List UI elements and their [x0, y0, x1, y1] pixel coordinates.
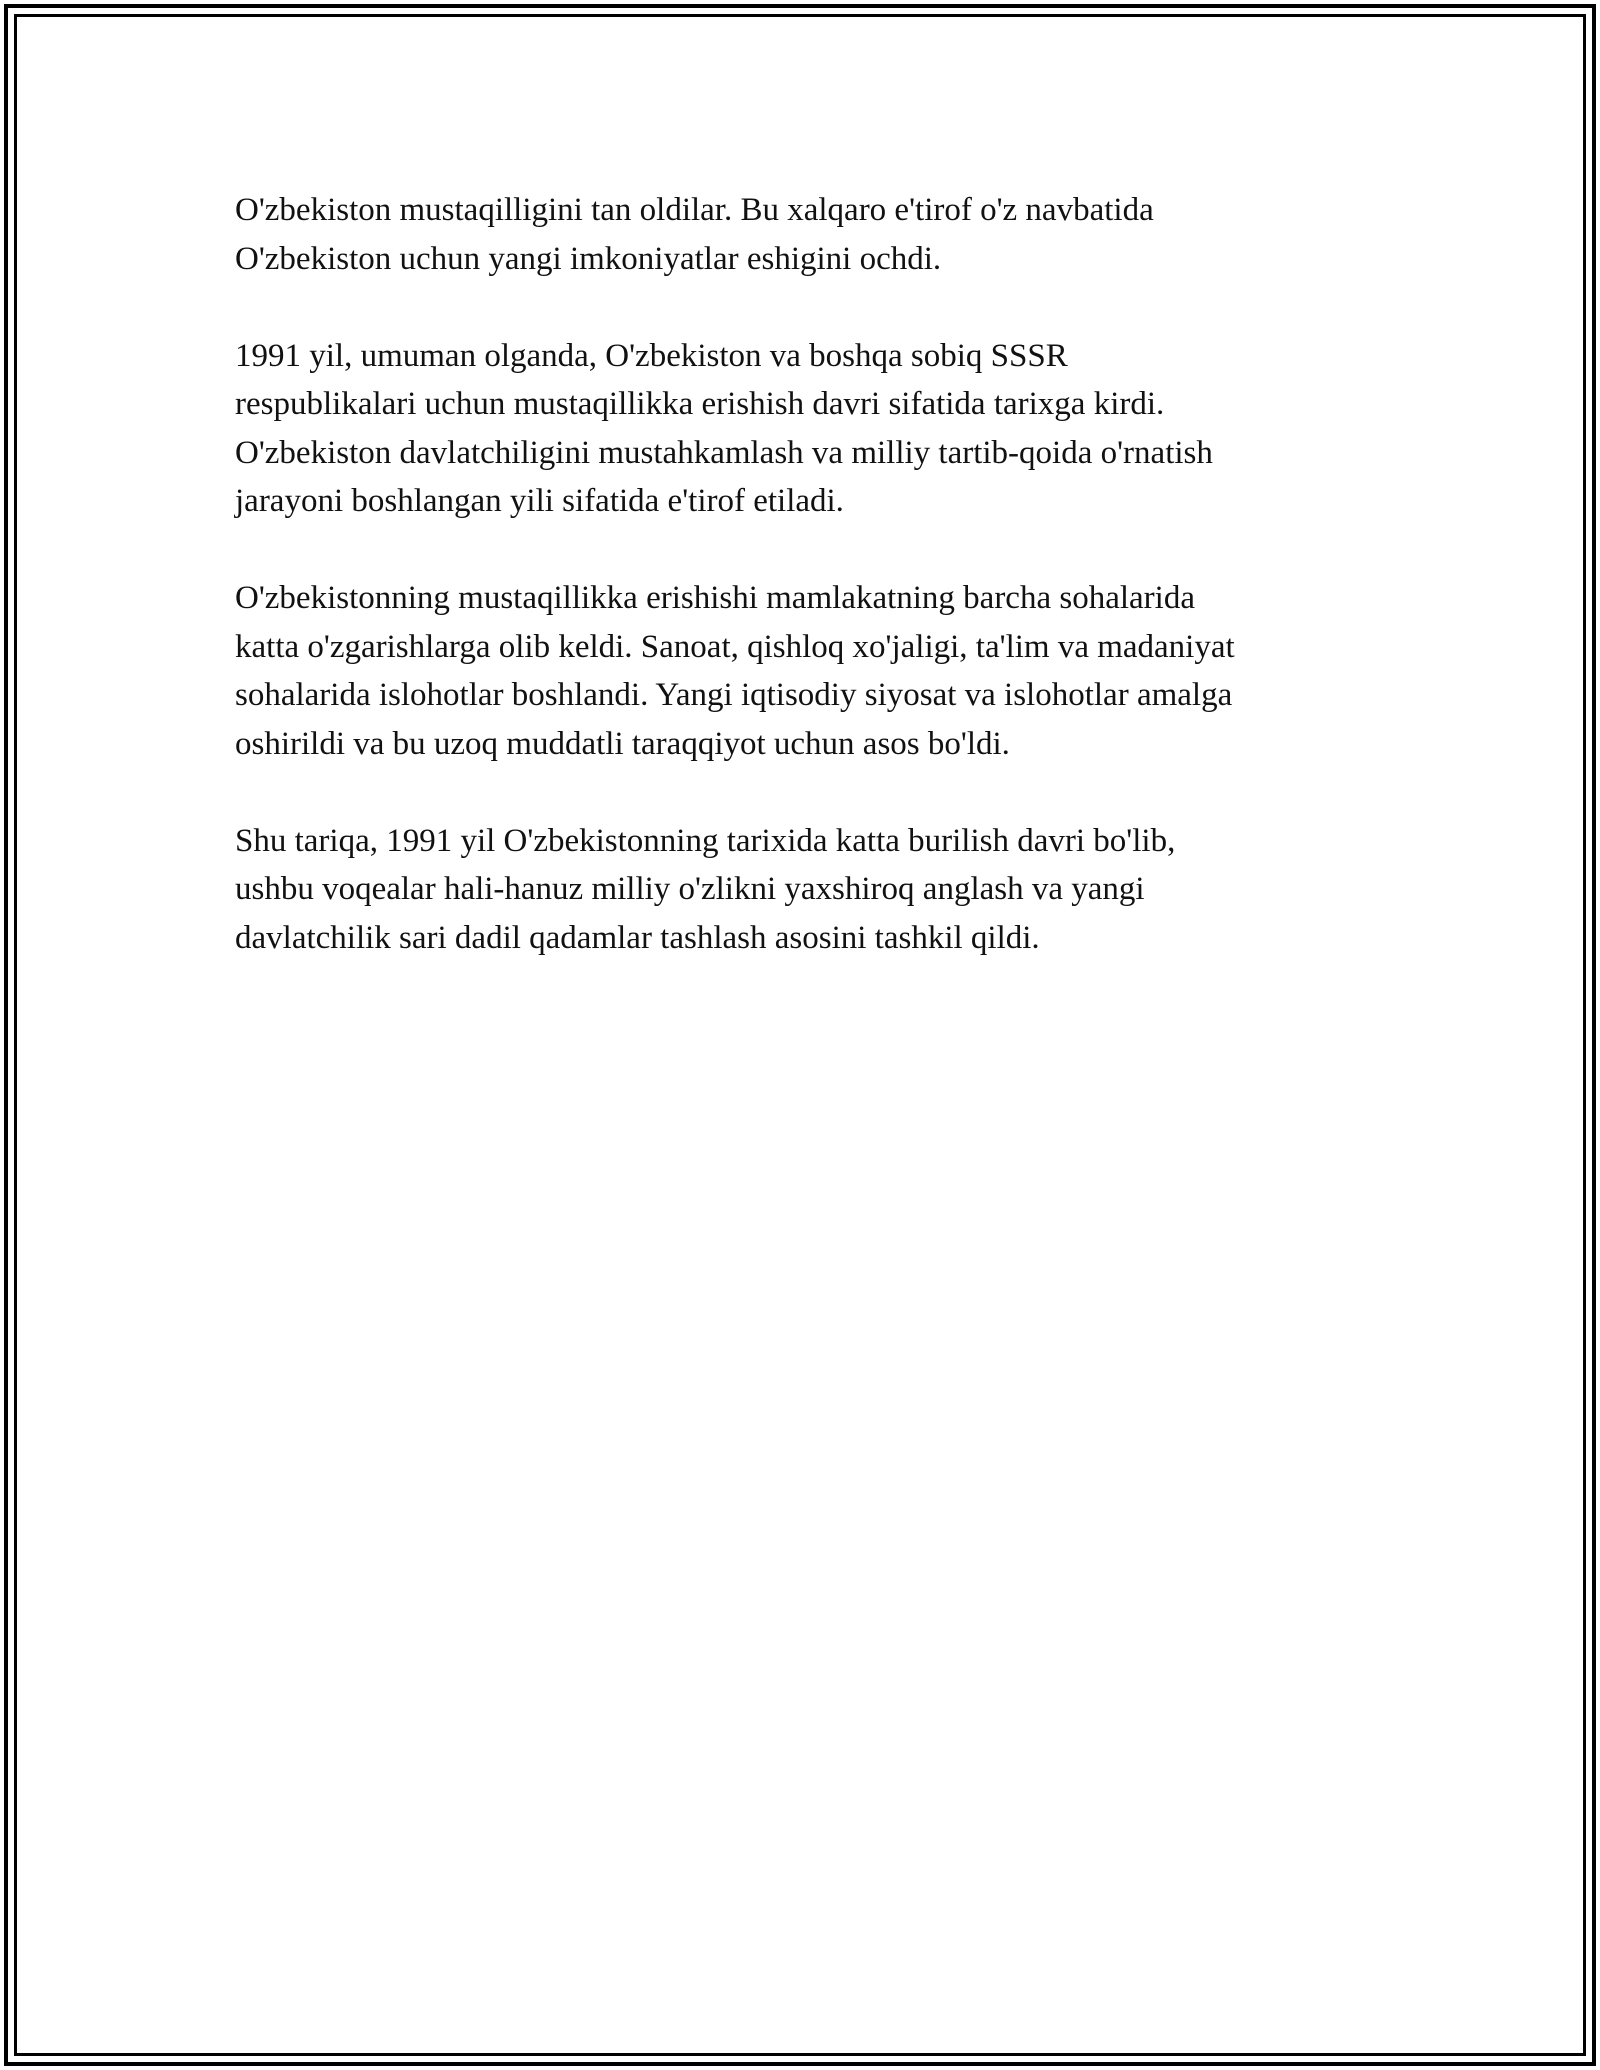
- paragraph: Shu tariqa, 1991 yil O'zbekistonning tarixida katta burilish davri bo'lib, ushbu voqealar hali-hanuz milliy o'zlikni yaxshiroq anglash va yangi davlatchilik sari dadil qadamlar tashlash asosini tashkil qildi.: [235, 822, 1176, 956]
- document-body: [235, 186, 1375, 1011]
- paragraph: O'zbekistonning mustaqillikka erishishi mamlakatning barcha sohalarida katta o'zgarishlarga olib keldi. Sanoat, qishloq xo'jaligi, ta'lim va madaniyat sohalarida islohotlar boshlandi. Yangi iqtisodiy siyosat va islohotlar amalga oshirildi va bu uzoq muddatli taraqqiyot uchun asos bo'ldi.: [235, 580, 1235, 762]
- paragraph: 1991 yil, umuman olganda, O'zbekiston va boshqa sobiq SSSR respublikalari uchun mustaqillikka erishish davri sifatida tarixga kirdi. O'zbekiston davlatchiligini mustahkamlash va milliy tartib-qoida o'rnatish jarayoni boshlangan yili sifatida e'tirof etiladi.: [235, 337, 1213, 519]
- paragraph: O'zbekiston mustaqilligini tan oldilar. Bu xalqaro e'tirof o'z navbatida O'zbekiston uchun yangi imkoniyatlar eshigini ochdi.: [235, 192, 1154, 277]
